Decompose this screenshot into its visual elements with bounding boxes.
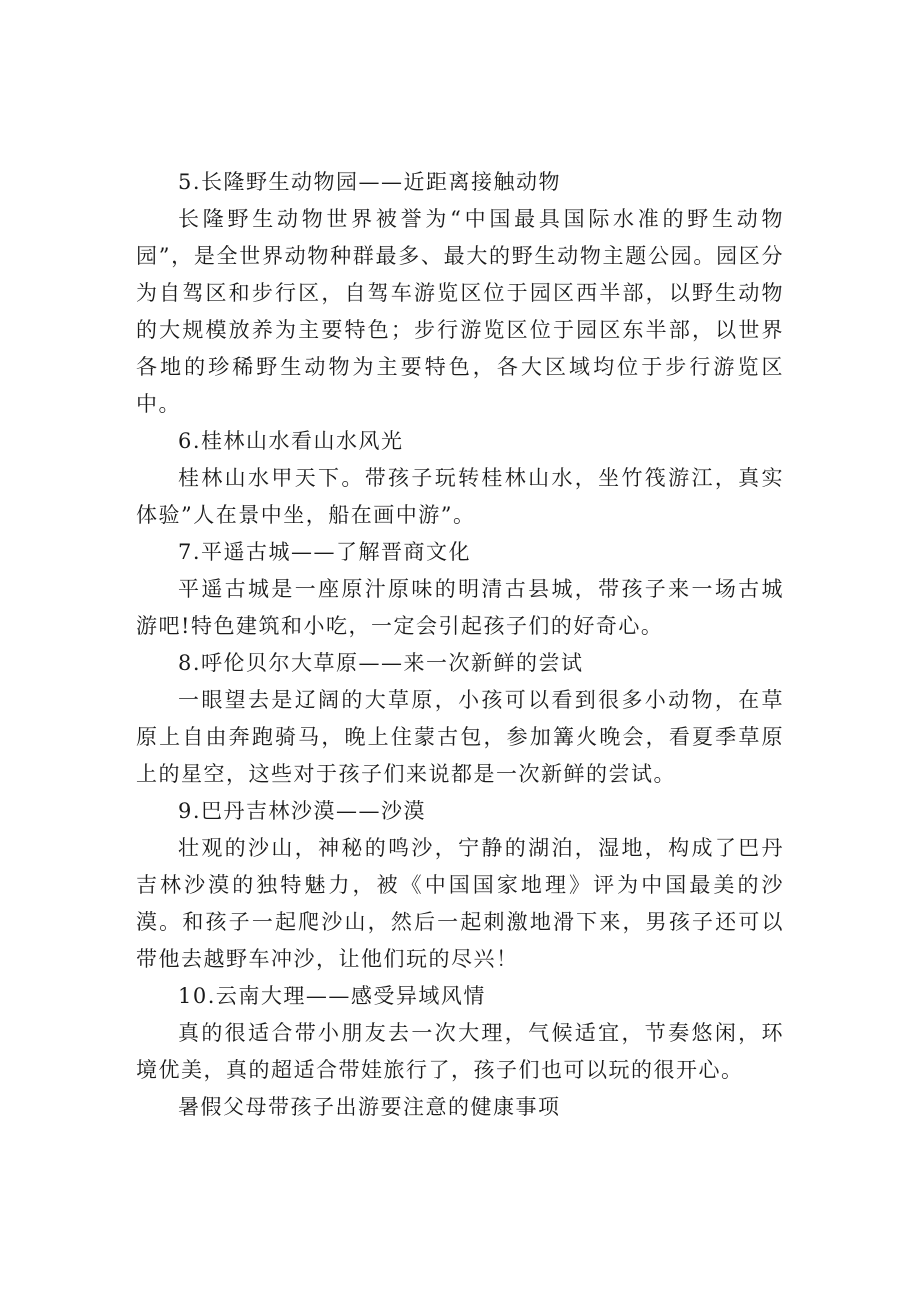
section-body-8: 一眼望去是辽阔的大草原，小孩可以看到很多小动物，在草原上自由奔跑骑马，晚上住蒙古包，参加篝火晚会，看夏季草原上的星空，这些对于孩子们来说都是一次新鲜的尝试。 bbox=[136, 688, 784, 786]
closing-heading: 暑假父母带孩子出游要注意的健康事项 bbox=[178, 1095, 561, 1119]
document-body bbox=[136, 164, 784, 1126]
section-body-9: 壮观的沙山，神秘的鸣沙，宁静的湖泊，湿地，构成了巴丹吉林沙漠的独特魅力，被《中国国家地理》评为中国最美的沙漠。和孩子一起爬沙山，然后一起刺激地滑下来，男孩子还可以带他去越野车冲沙，让他们玩的尽兴！ bbox=[136, 836, 784, 971]
section-body-5: 长隆野生动物世界被誉为“中国最具国际水准的野生动物园”，是全世界动物种群最多、最大的野生动物主题公园。园区分为自驾区和步行区，自驾车游览区位于园区西半部，以野生动物的大规模放养为主要特色；步行游览区位于园区东半部，以世界各地的珍稀野生动物为主要特色，各大区域均位于步行游览区中。 bbox=[136, 207, 784, 416]
section-heading-10: 10.云南大理——感受异域风情 bbox=[178, 984, 486, 1008]
section-body-6: 桂林山水甲天下。带孩子玩转桂林山水，坐竹筏游江，真实体验”人在景中坐，船在画中游”。 bbox=[136, 466, 784, 527]
section-heading-7: 7.平遥古城——了解晋商文化 bbox=[178, 540, 472, 564]
section-heading-8: 8.呼伦贝尔大草原——来一次新鲜的尝试 bbox=[178, 651, 584, 675]
section-body-7: 平遥古城是一座原汁原味的明清古县城，带孩子来一场古城游吧!特色建筑和小吃，一定会引起孩子们的好奇心。 bbox=[136, 577, 784, 638]
section-heading-5: 5.长隆野生动物园——近距离接触动物 bbox=[178, 170, 562, 194]
section-body-10: 真的很适合带小朋友去一次大理，气候适宜，节奏悠闲，环境优美，真的超适合带娃旅行了，孩子们也可以玩的很开心。 bbox=[136, 1021, 784, 1082]
section-heading-6: 6.桂林山水看山水风光 bbox=[178, 429, 404, 453]
section-heading-9: 9.巴丹吉林沙漠——沙漠 bbox=[178, 799, 427, 823]
